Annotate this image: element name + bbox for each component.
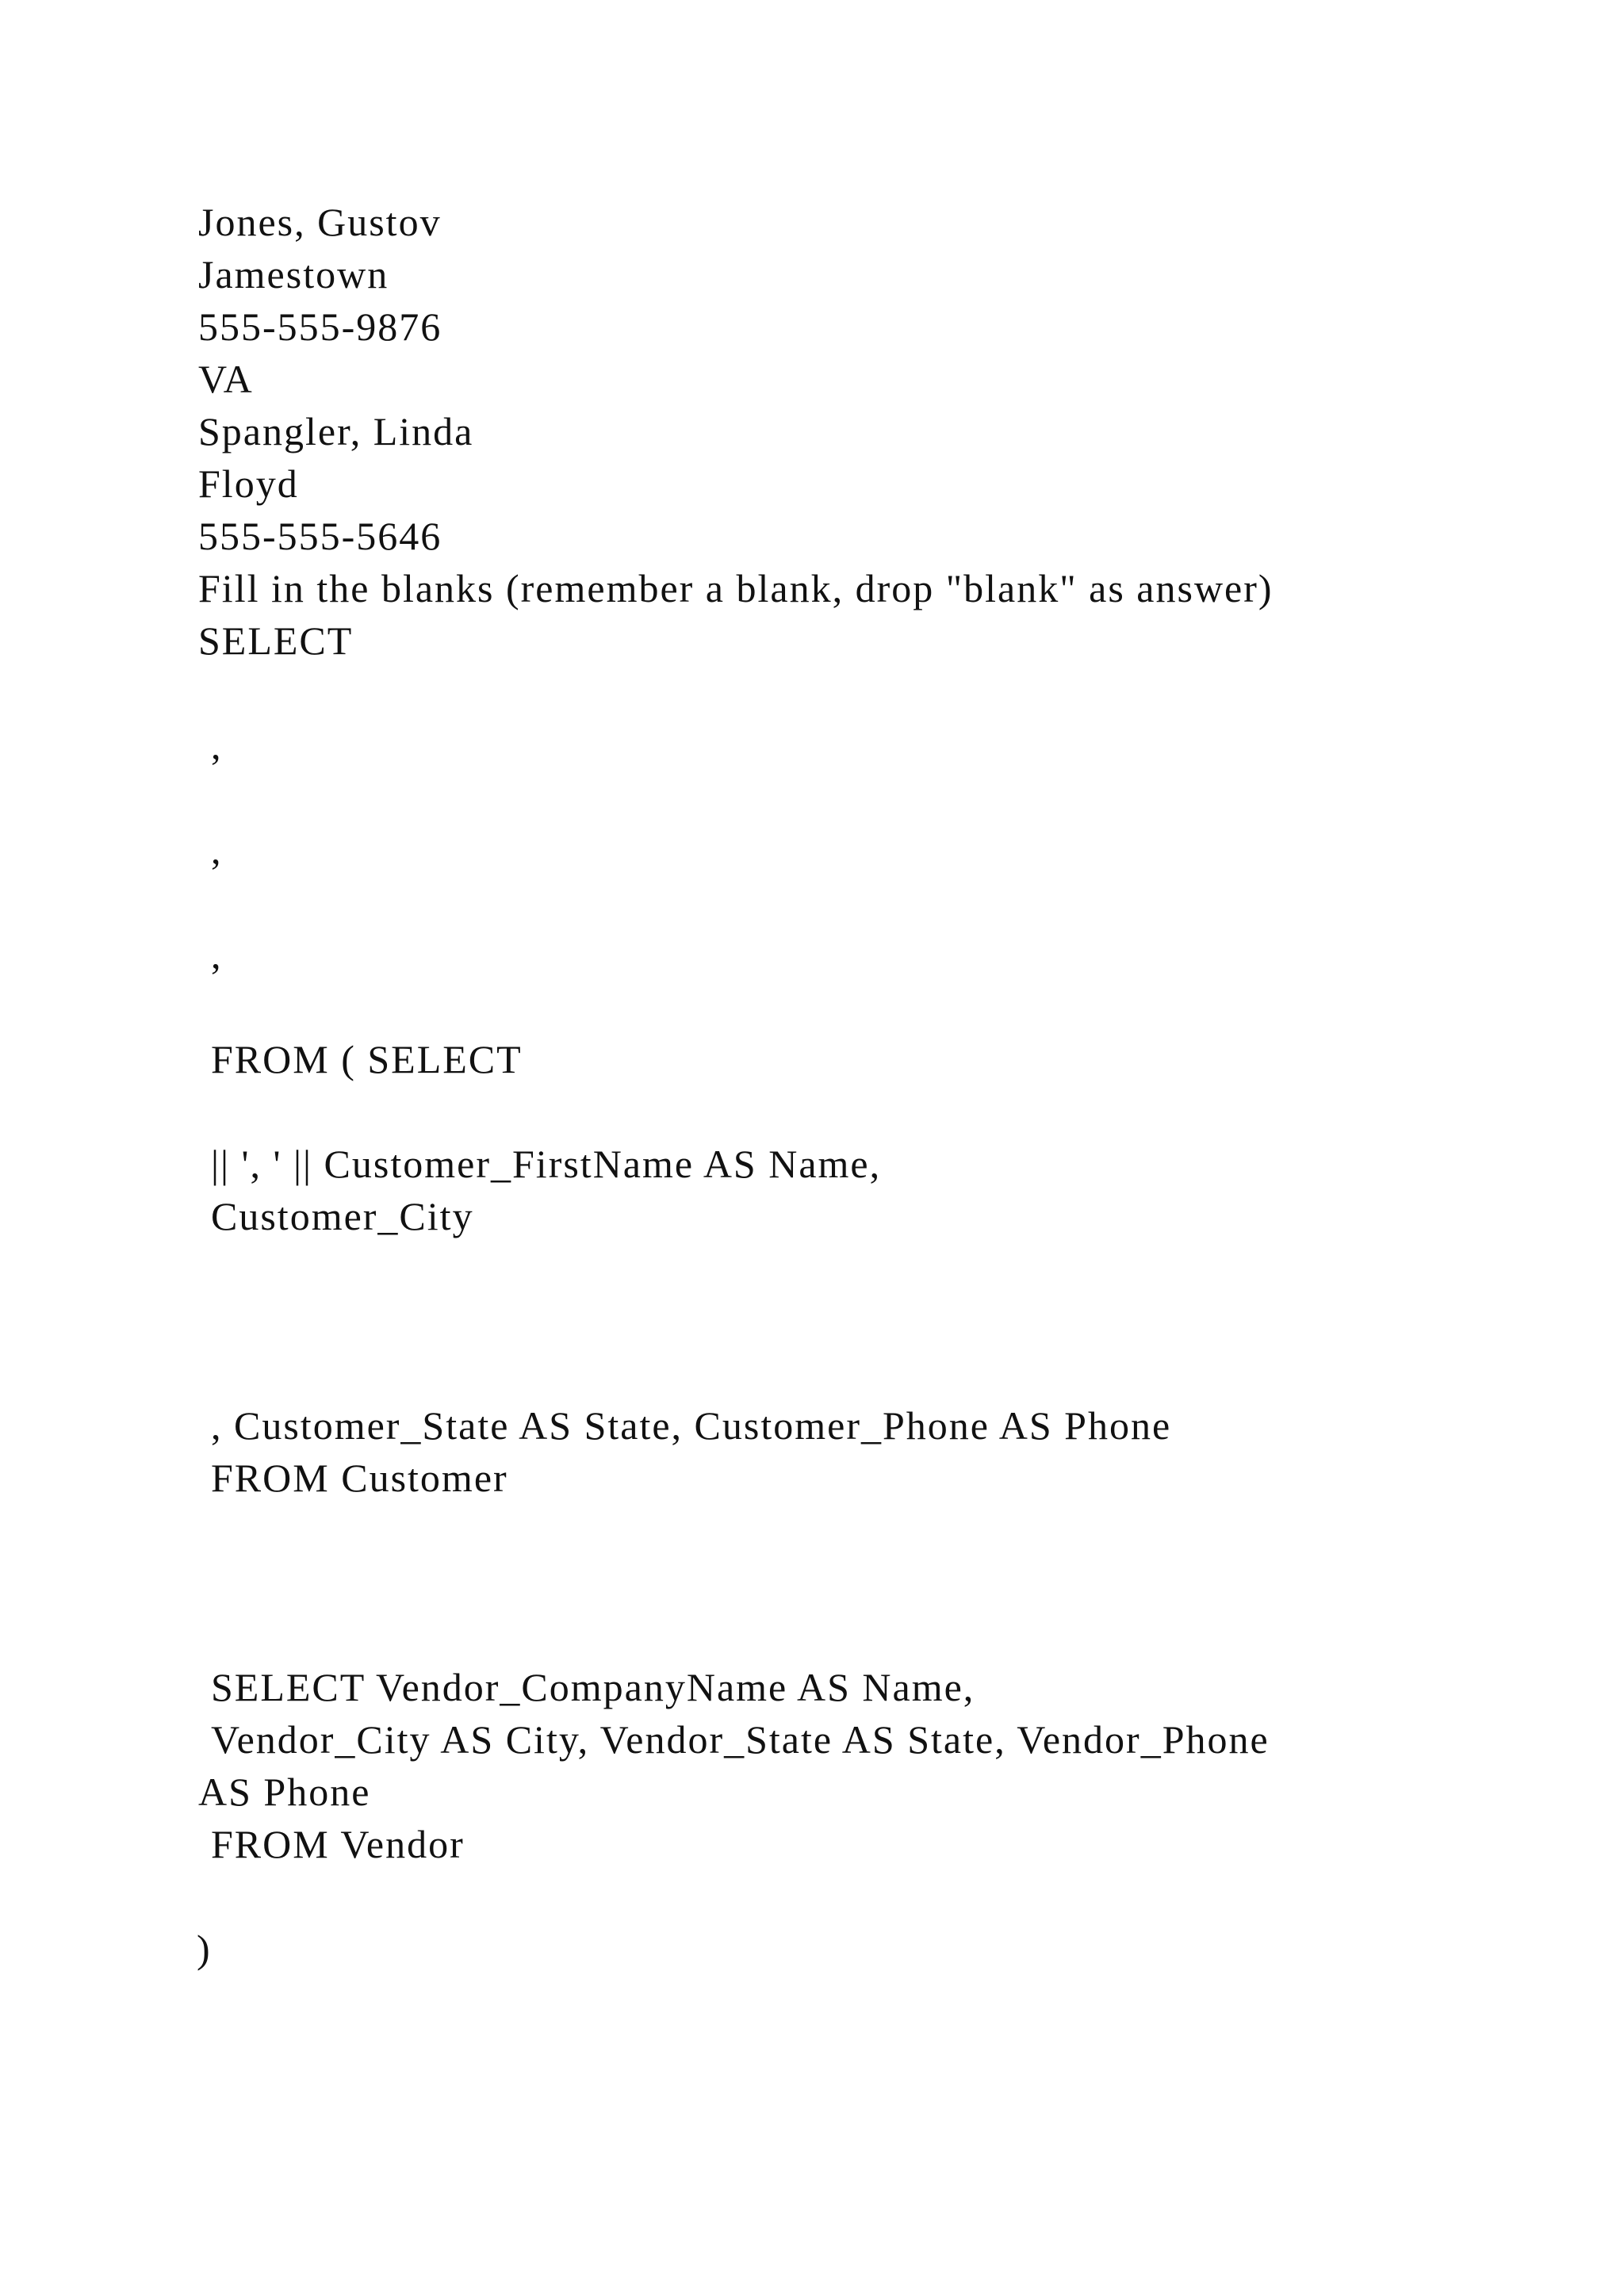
sql-from-customer: FROM Customer (211, 1456, 508, 1500)
sql-blank-comma: , (211, 723, 223, 767)
sql-vendor-as-phone: AS Phone (198, 1770, 371, 1814)
sql-close-paren: ) (197, 1927, 212, 1971)
record-city: Floyd (198, 461, 299, 506)
record-name: Spangler, Linda (198, 409, 474, 453)
sql-select-keyword: SELECT (198, 618, 354, 663)
sql-blank-comma: , (211, 828, 223, 872)
sql-from-vendor: FROM Vendor (211, 1822, 465, 1866)
sql-vendor-fields: Vendor_City AS City, Vendor_State AS State, Vendor_Phone (211, 1717, 1270, 1762)
record-phone: 555-555-9876 (198, 304, 442, 349)
sql-concat-name: || ', ' || Customer_FirstName AS Name, (211, 1142, 882, 1186)
sql-from-subquery: FROM ( SELECT (211, 1037, 523, 1081)
record-phone: 555-555-5646 (198, 514, 442, 558)
record-state: VA (198, 357, 254, 401)
instruction-text: Fill in the blanks (remember a blank, drop "blank" as answer) (198, 566, 1274, 610)
record-name: Jones, Gustov (198, 200, 442, 244)
sql-customer-city: Customer_City (211, 1194, 474, 1238)
sql-vendor-select: SELECT Vendor_CompanyName AS Name, (211, 1665, 975, 1709)
sql-blank-comma: , (211, 932, 223, 977)
sql-customer-state-phone: , Customer_State AS State, Customer_Phone AS Phone (211, 1403, 1172, 1448)
record-city: Jamestown (198, 252, 389, 297)
